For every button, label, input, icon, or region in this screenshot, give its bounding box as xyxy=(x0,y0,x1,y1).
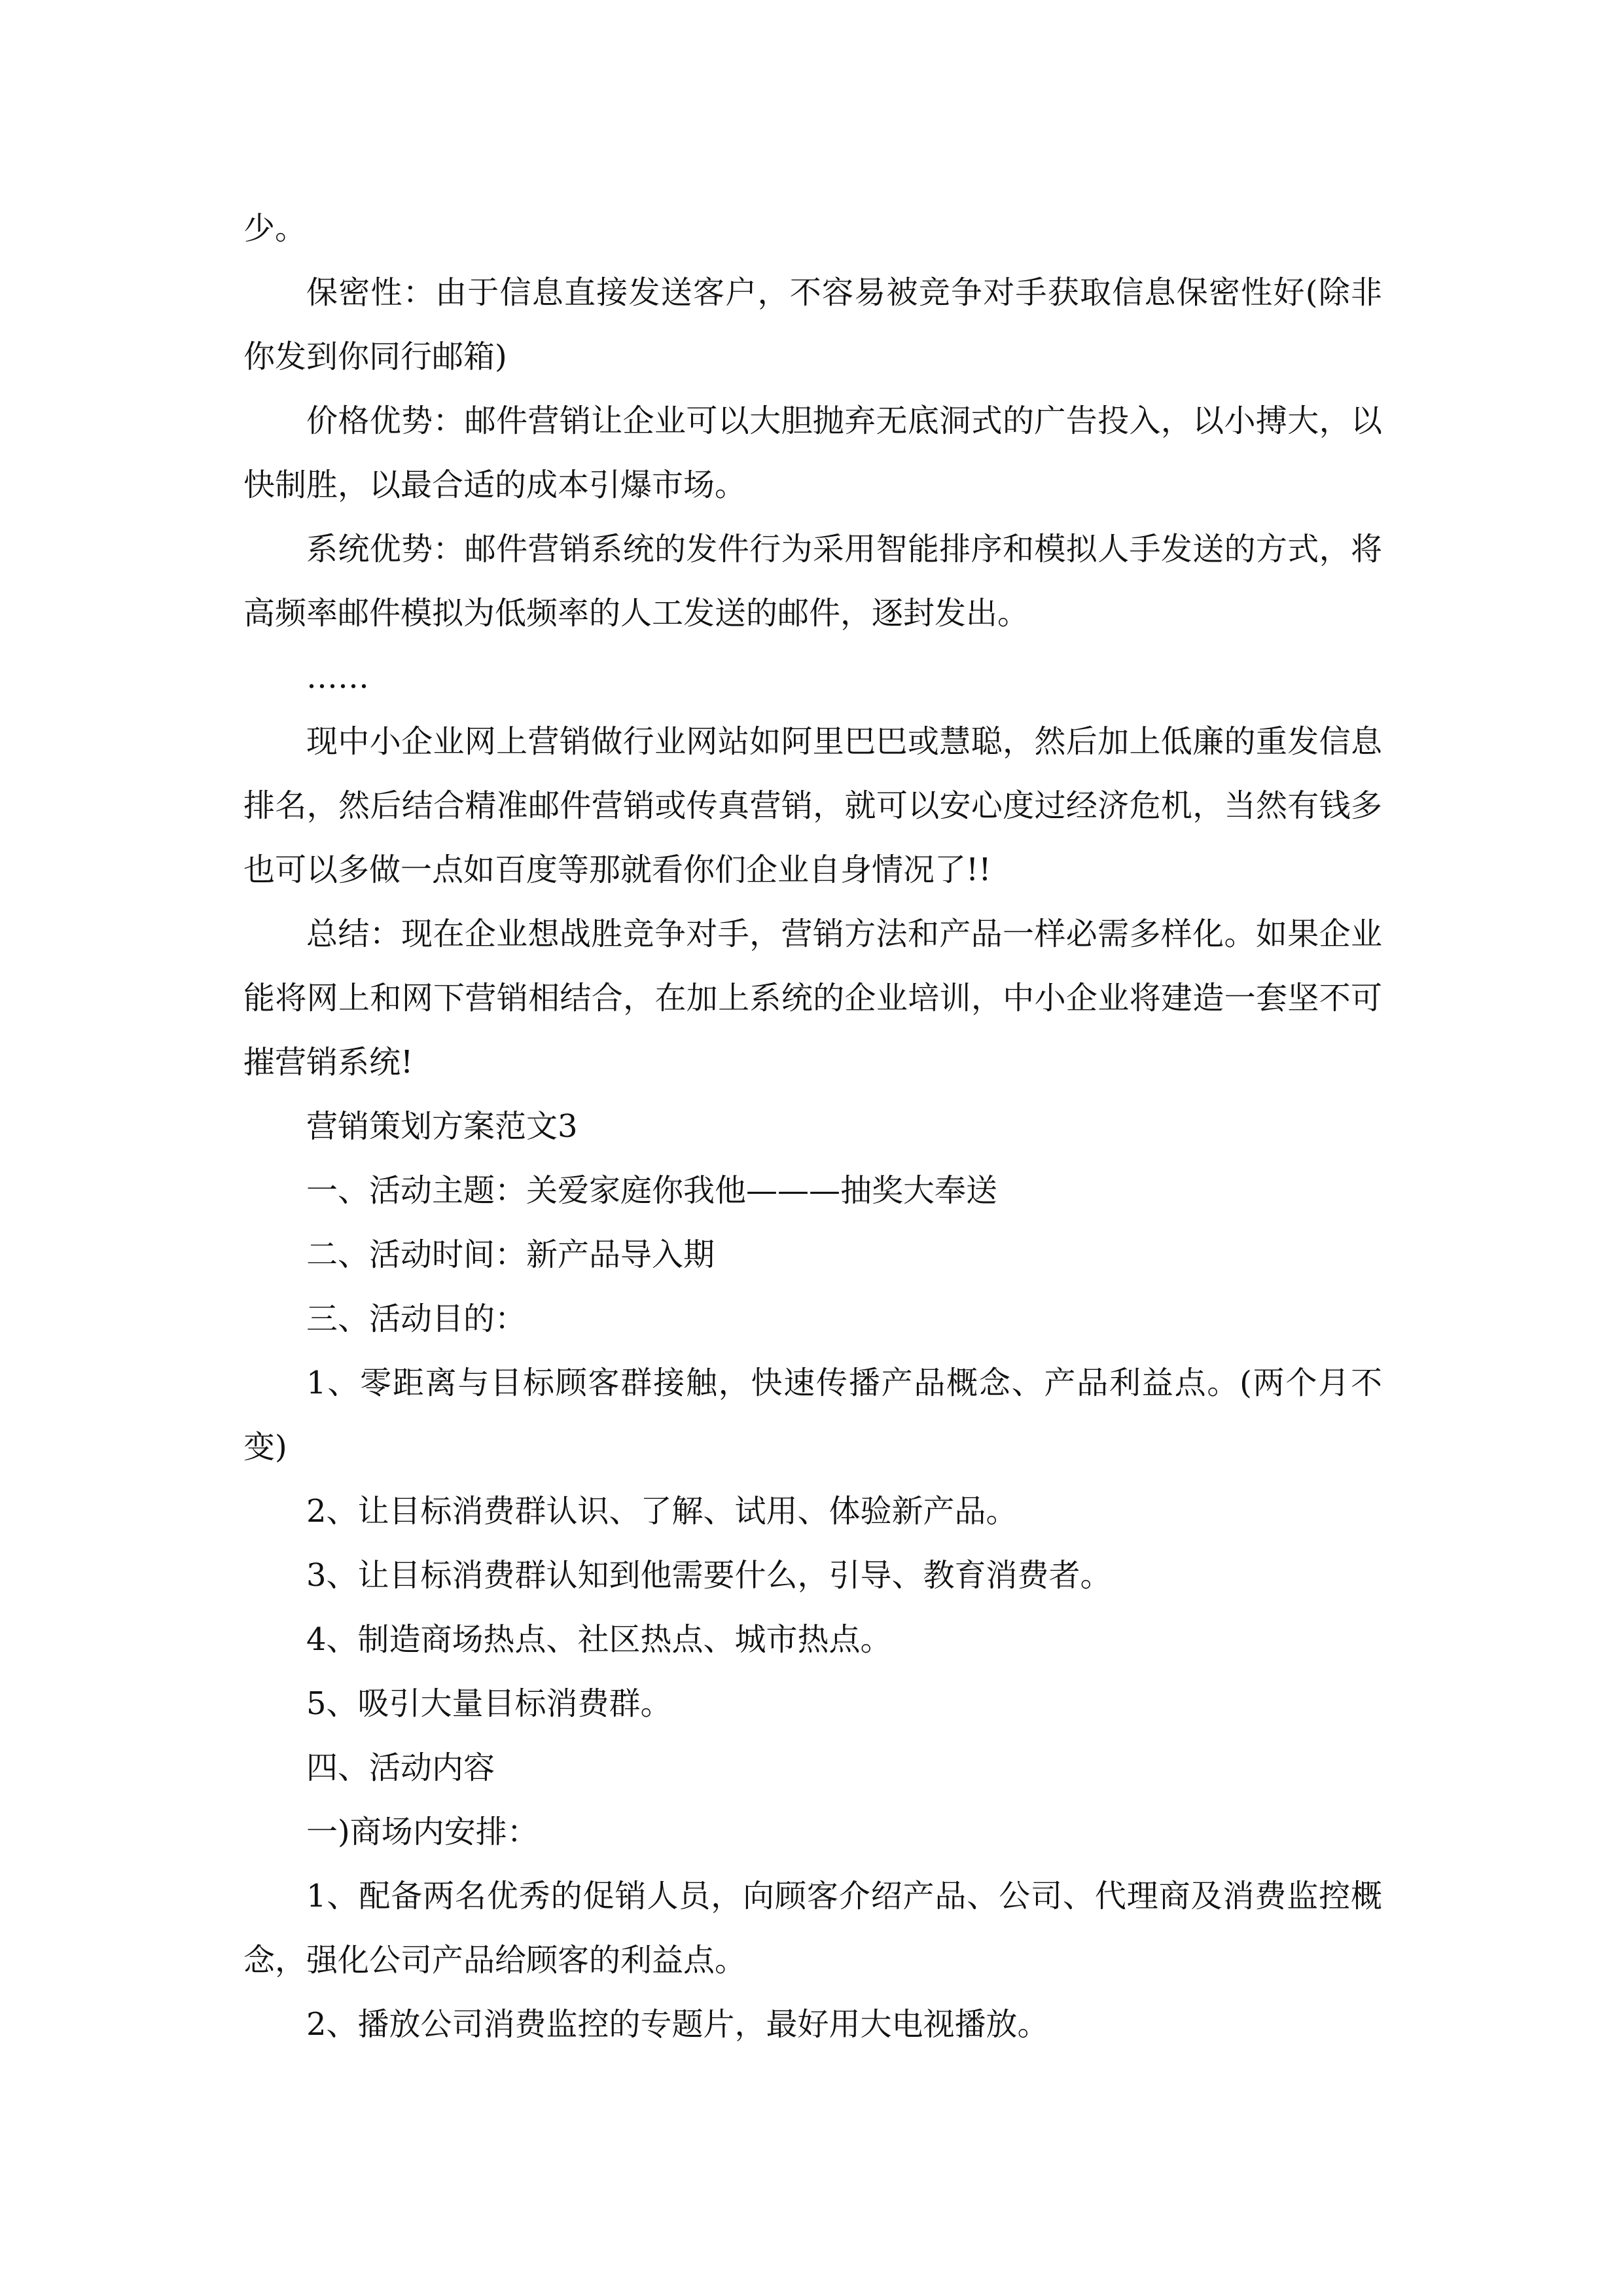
paragraph-10: 二、活动时间：新产品导入期 xyxy=(306,1236,715,1273)
document-body xyxy=(243,196,1382,2056)
paragraph-11: 三、活动目的： xyxy=(306,1300,527,1337)
paragraph-6: 现中小企业网上营销做行业网站如阿里巴巴或慧聪，然后加上低廉的重发信息排名，然后结合精准邮件营销或传真营销，就可以安心度过经济危机，当然有钱多也可以多做一点如百度等那就看你们企业自身情况了!! xyxy=(243,723,1382,888)
paragraph-7: 总结：现在企业想战胜竞争对手，营销方法和产品一样必需多样化。如果企业能将网上和网下营销相结合，在加上系统的企业培训，中小企业将建造一套坚不可摧营销系统! xyxy=(243,916,1382,1081)
paragraph-3: 价格优势：邮件营销让企业可以大胆抛弃无底洞式的广告投入，以小搏大，以快制胜，以最合适的成本引爆市场。 xyxy=(243,403,1382,503)
paragraph-18: 一)商场内安排： xyxy=(306,1814,539,1850)
paragraph-16: 5、吸引大量目标消费群。 xyxy=(306,1685,672,1722)
paragraph-14: 3、让目标消费群认知到他需要什么，引导、教育消费者。 xyxy=(306,1557,1112,1594)
paragraph-17: 四、活动内容 xyxy=(306,1749,495,1786)
paragraph-1: 少。 xyxy=(243,210,307,247)
paragraph-19: 1、配备两名优秀的促销人员，向顾客介绍产品、公司、代理商及消费监控概念，强化公司产品给顾客的利益点。 xyxy=(243,1878,1382,1979)
paragraph-8-section-title: 营销策划方案范文3 xyxy=(306,1108,578,1145)
paragraph-5: …… xyxy=(306,659,369,696)
paragraph-4: 系统优势：邮件营销系统的发件行为采用智能排序和模拟人手发送的方式，将高频率邮件模拟为低频率的人工发送的邮件，逐封发出。 xyxy=(243,531,1382,632)
paragraph-15: 4、制造商场热点、社区热点、城市热点。 xyxy=(306,1621,892,1658)
paragraph-2: 保密性：由于信息直接发送客户，不容易被竞争对手获取信息保密性好(除非你发到你同行邮箱) xyxy=(243,274,1382,375)
paragraph-9: 一、活动主题：关爱家庭你我他———抽奖大奉送 xyxy=(306,1172,998,1209)
paragraph-12: 1、零距离与目标顾客群接触，快速传播产品概念、产品利益点。(两个月不变) xyxy=(243,1365,1382,1465)
paragraph-20: 2、播放公司消费监控的专题片，最好用大电视播放。 xyxy=(306,2006,1049,2043)
paragraph-13: 2、让目标消费群认识、了解、试用、体验新产品。 xyxy=(306,1493,1018,1530)
